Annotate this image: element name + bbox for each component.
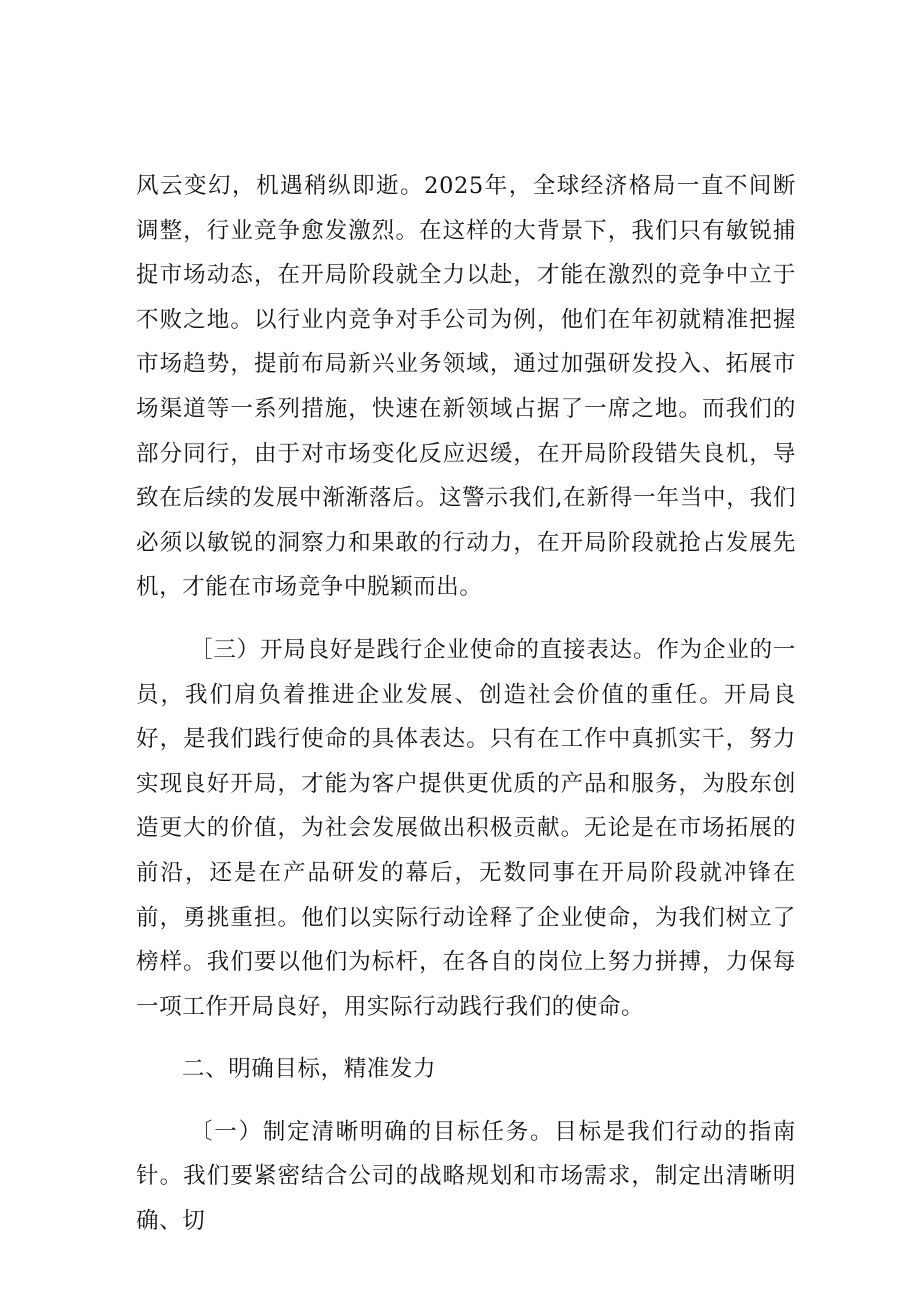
document-body [136, 164, 796, 1244]
paragraph-market-opportunity: 风云变幻，机遇稍纵即逝。2025年，全球经济格局一直不间断调整，行业竞争愈发激烈。在这样的大背景下，我们只有敏锐捕捉市场动态，在开局阶段就全力以赴，才能在激烈的竞争中立于不败之地。以行业内竞争对手公司为例，他们在年初就精准把握市场趋势，提前布局新兴业务领域，通过加强研发投入、拓展市场渠道等一系列措施，快速在新领域占据了一席之地。而我们的部分同行，由于对市场变化反应迟缓，在开局阶段错失良机，导致在后续的发展中渐渐落后。这警示我们,在新得一年当中，我们必须以敏锐的洞察力和果敢的行动力，在开局阶段就抢占发展先机，才能在市场竞争中脱颖而出。 [136, 173, 796, 601]
paragraph-section-three: ［三）开局良好是践行企业使命的直接表达。作为企业的一员，我们肩负着推进企业发展、创造社会价值的重任。开局良好，是我们践行使命的具体表达。只有在工作中真抓实干，努力实现良好开局，才能为客户提供更优质的产品和服务，为股东创造更大的价值，为社会发展做出积极贡献。无论是在市场拓展的前沿，还是在产品研发的幕后，无数同事在开局阶段就冲锋在前，勇挑重担。他们以实际行动诠释了企业使命，为我们树立了榜样。我们要以他们为标杆，在各自的岗位上努力拼搏，力保每一项工作开局良好，用实际行动践行我们的使命。 [136, 636, 796, 1020]
section-heading-two: 二、明确目标，精准发力 [182, 1056, 437, 1083]
paragraph-target-tasks: 〔一）制定清晰明确的目标任务。目标是我们行动的指南针。我们要紧密结合公司的战略规划和市场需求，制定出清晰明确、切 [136, 1118, 796, 1235]
